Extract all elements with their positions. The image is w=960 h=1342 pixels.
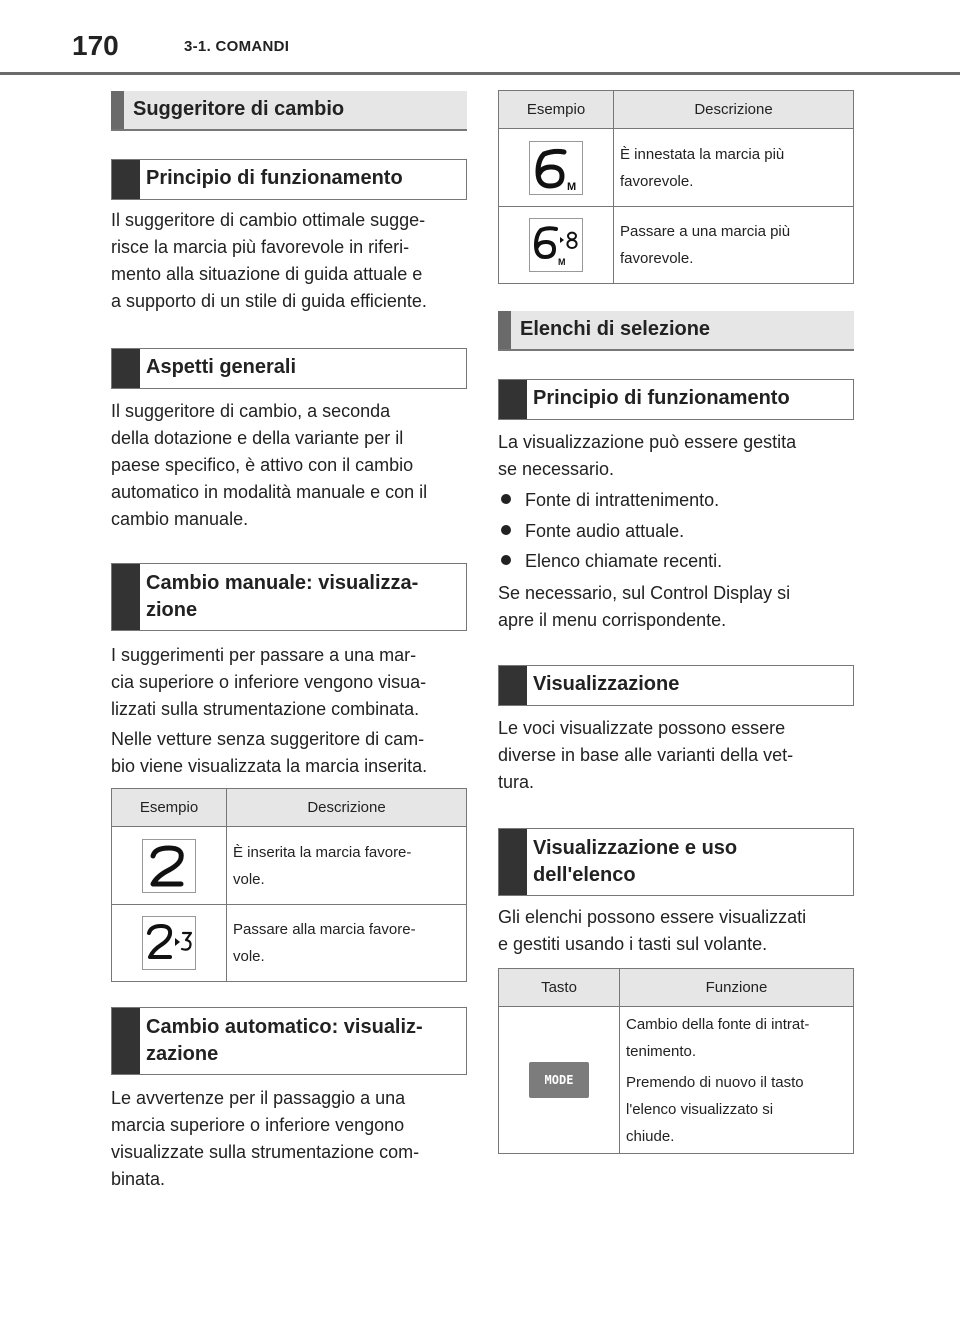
table-cell-function: Cambio della fonte di intrat- tenimento. Premendo di nuovo il tasto l'elenco visualizzato si chiude.: [620, 1007, 854, 1154]
paragraph-display-use: Gli elenchi possono essere visualizzati e gestiti usando i tasti sul volante.: [498, 907, 807, 954]
paragraph-lists-principle: La visualizzazione può essere gestita se necessario.: [498, 432, 797, 479]
gear-2-to-3-icon: [142, 916, 196, 970]
bullet-icon: [501, 525, 511, 535]
table-header-description: Descrizione: [614, 91, 854, 129]
section-heading-principle: [111, 159, 467, 200]
table-header-button: Tasto: [499, 969, 620, 1007]
main-heading-text: Suggeritore di cambio: [133, 98, 345, 120]
main-heading-selection-lists: [498, 311, 854, 351]
main-heading-text: Elenchi di selezione: [520, 318, 711, 340]
table-steering-buttons: [498, 968, 854, 1154]
section-heading-text: Cambio manuale: visualizza- zione: [146, 572, 419, 621]
table-header-example: Esempio: [112, 789, 227, 827]
table-cell-description: Passare a una marcia più favorevole.: [614, 207, 854, 284]
table-row: [499, 129, 854, 207]
bullet-icon: [501, 494, 511, 504]
page-number: 170: [72, 30, 119, 61]
section-heading-display: [498, 665, 854, 706]
table-cell-description: È inserita la marcia favore- vole.: [227, 827, 467, 905]
chapter-title: 3-1. COMANDI: [184, 38, 290, 55]
mode-button-icon: MODE: [529, 1062, 589, 1098]
paragraph-general: Il suggeritore di cambio, a seconda della dotazione e della variante per il paese specifico, è attivo con il cambio automatico in modalità manuale e con il cambio manuale.: [111, 401, 428, 529]
section-heading-text: Aspetti generali: [146, 356, 297, 378]
gear-2-icon: [142, 839, 196, 893]
table-automatic-gear: [498, 90, 854, 284]
list-item: Elenco chiamate recenti.: [501, 548, 722, 575]
table-header-description: Descrizione: [227, 789, 467, 827]
table-row: [499, 207, 854, 284]
section-heading-general: [111, 348, 467, 389]
svg-text:M: M: [567, 180, 577, 193]
paragraph-manual-1: I suggerimenti per passare a una mar- cia superiore o inferiore vengono visua- lizzati sulla strumentazione combinata.: [111, 645, 427, 719]
table-header-function: Funzione: [620, 969, 854, 1007]
gear-6m-icon: [529, 141, 583, 195]
svg-text:M: M: [558, 257, 566, 267]
section-heading-text: Visualizzazione: [533, 673, 680, 695]
section-heading-text: Visualizzazione e uso dell'elenco: [533, 837, 738, 886]
list-item: Fonte di intrattenimento.: [501, 487, 719, 514]
list-item: Fonte audio attuale.: [501, 518, 684, 545]
table-manual-gear: [111, 788, 467, 982]
header-divider: [0, 72, 960, 75]
paragraph-manual-2: Nelle vetture senza suggeritore di cam- bio viene visualizzata la marcia inserita.: [111, 729, 428, 776]
paragraph-principle: Il suggeritore di cambio ottimale sugge- risce la marcia più favorevole in riferi- mento alla situazione di guida attuale e a supporto di un stile di guida efficiente.: [111, 210, 427, 311]
bullet-icon: [501, 555, 511, 565]
table-row: [112, 827, 467, 905]
gear-6m-to-8-icon: [529, 218, 583, 272]
table-row: [499, 1007, 854, 1154]
paragraph-display: Le voci visualizzate possono essere diverse in base alle varianti della vet- tura.: [498, 718, 794, 792]
section-heading-principle-lists: [498, 379, 854, 420]
main-heading-gear-suggestion: [111, 91, 467, 131]
section-heading-display-use: [498, 828, 854, 896]
table-cell-description: È innestata la marcia più favorevole.: [614, 129, 854, 207]
section-heading-text: Principio di funzionamento: [146, 167, 403, 189]
paragraph-automatic: Le avvertenze per il passaggio a una marcia superiore o inferiore vengono visualizzate sulla strumentazione com- binata.: [111, 1088, 420, 1189]
section-heading-automatic: [111, 1007, 467, 1075]
section-heading-text: Cambio automatico: visualiz- zazione: [146, 1016, 423, 1065]
table-header-example: Esempio: [499, 91, 614, 129]
table-row: [112, 905, 467, 982]
section-heading-manual: [111, 563, 467, 631]
paragraph-lists-menu: Se necessario, sul Control Display si apre il menu corrispondente.: [498, 583, 791, 630]
section-heading-text: Principio di funzionamento: [533, 387, 790, 409]
table-cell-description: Passare alla marcia favore- vole.: [227, 905, 467, 982]
